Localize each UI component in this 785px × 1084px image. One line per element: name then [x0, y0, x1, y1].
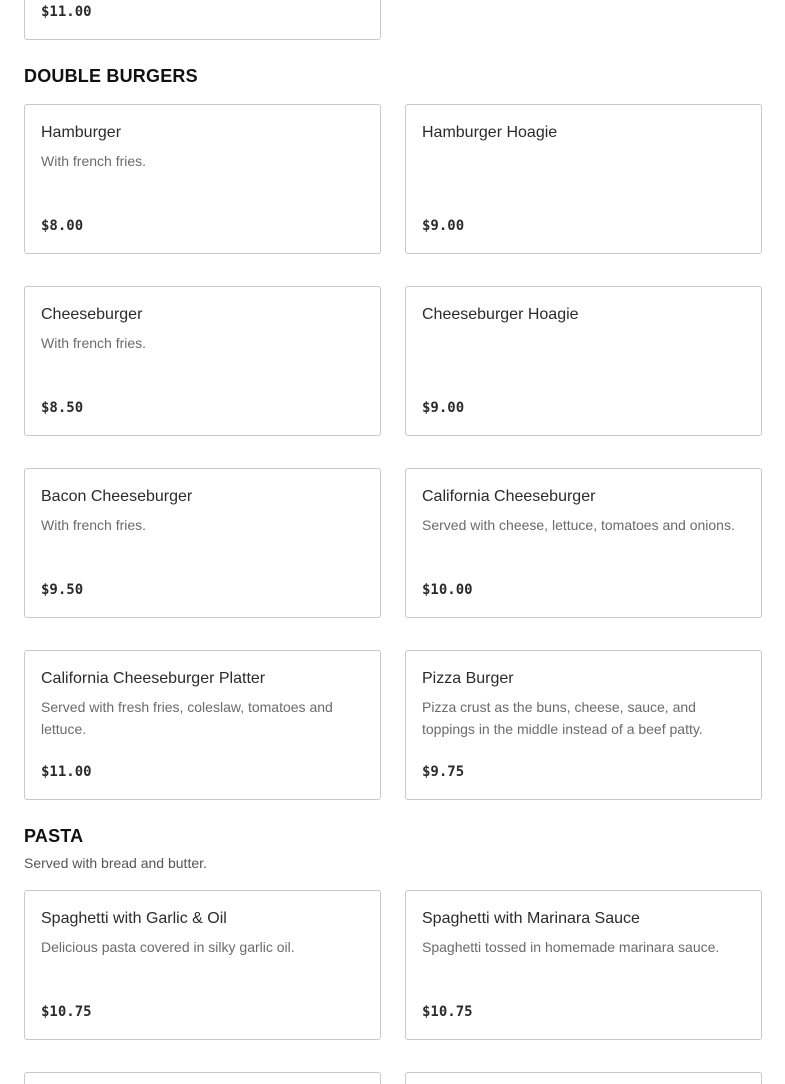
section-description-pasta: Served with bread and butter. — [24, 855, 207, 871]
item-price: $9.50 — [41, 582, 84, 598]
item-name: Spaghetti with Garlic & Oil — [41, 910, 227, 927]
item-description: Served with cheese, lettuce, tomatoes and onions. — [422, 517, 735, 533]
menu-item-card[interactable] — [405, 104, 762, 254]
item-name: California Cheeseburger — [422, 488, 596, 505]
item-price: $10.00 — [422, 582, 473, 598]
item-name: California Cheeseburger Platter — [41, 670, 266, 687]
item-price: $9.75 — [422, 764, 465, 780]
item-price: $10.75 — [41, 1004, 92, 1020]
item-description: Delicious pasta covered in silky garlic oil. — [41, 939, 295, 955]
item-name: Hamburger — [41, 124, 122, 141]
menu-item-card-partial[interactable] — [24, 0, 381, 40]
item-description: With french fries. — [41, 153, 147, 169]
item-description: With french fries. — [41, 335, 147, 351]
section-title-double-burgers: DOUBLE BURGERS — [24, 66, 198, 86]
menu-item-card-partial[interactable] — [405, 1072, 762, 1084]
item-price: $10.75 — [422, 1004, 473, 1020]
item-price: $11.00 — [41, 4, 92, 20]
item-price: $9.00 — [422, 218, 465, 234]
menu-item-card[interactable] — [405, 890, 762, 1040]
menu-item-card[interactable] — [24, 286, 381, 436]
item-name: Cheeseburger — [41, 306, 143, 323]
item-price: $11.00 — [41, 764, 92, 780]
item-name: Spaghetti with Marinara Sauce — [422, 910, 640, 927]
menu-item-card[interactable] — [405, 650, 762, 800]
menu-item-card-partial[interactable] — [24, 1072, 381, 1084]
section-title-pasta: PASTA — [24, 826, 84, 846]
menu-item-card[interactable] — [24, 468, 381, 618]
item-description: Pizza crust as the buns, cheese, sauce, and toppings in the middle instead of a beef patty. — [422, 699, 703, 737]
menu-item-card[interactable] — [24, 650, 381, 800]
menu-item-card[interactable] — [405, 286, 762, 436]
item-price: $9.00 — [422, 400, 465, 416]
item-description: Spaghetti tossed in homemade marinara sauce. — [422, 939, 720, 955]
menu-item-card[interactable] — [405, 468, 762, 618]
item-price: $8.50 — [41, 400, 84, 416]
item-description: With french fries. — [41, 517, 147, 533]
menu-item-card[interactable] — [24, 890, 381, 1040]
item-name: Bacon Cheeseburger — [41, 488, 193, 505]
item-name: Hamburger Hoagie — [422, 124, 558, 141]
item-name: Pizza Burger — [422, 670, 514, 687]
item-price: $8.00 — [41, 218, 84, 234]
menu-item-card[interactable] — [24, 104, 381, 254]
item-description: Served with fresh fries, coleslaw, tomatoes and lettuce. — [41, 699, 333, 737]
item-name: Cheeseburger Hoagie — [422, 306, 579, 323]
